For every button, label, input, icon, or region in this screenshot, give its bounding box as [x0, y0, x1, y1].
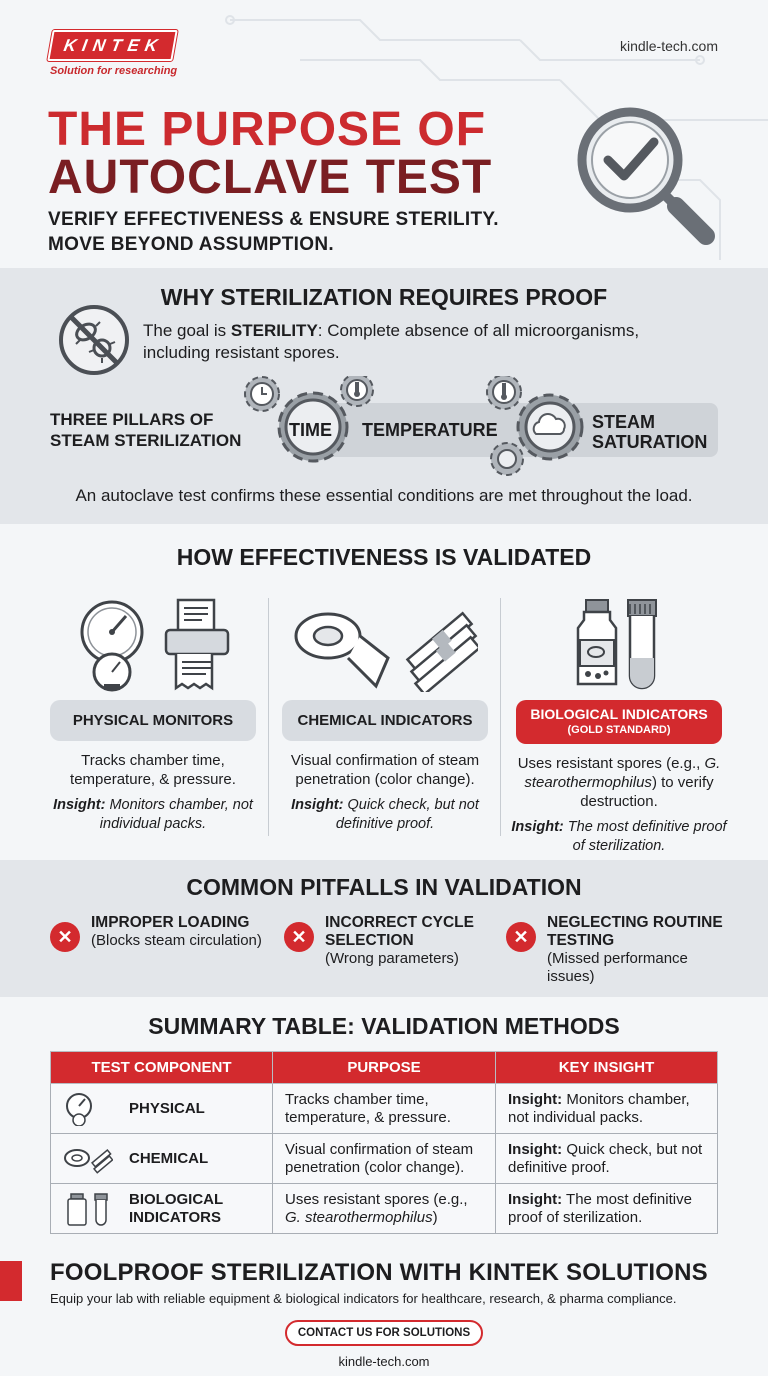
- purpose-cell: Visual confirmation of steam penetration (color change).: [273, 1134, 496, 1184]
- insight-text: The most definitive proof of sterilization.: [563, 819, 727, 854]
- pitfall-item: [506, 914, 726, 986]
- table-row: [51, 1084, 718, 1134]
- pillar-temperature: TEMPERATURE: [362, 420, 498, 440]
- insight-label: Insight:: [53, 797, 106, 813]
- chemical-insight: [270, 796, 500, 834]
- insight-label: Insight:: [508, 1090, 563, 1108]
- insight-text: The most definitive proof of sterilization.: [508, 1190, 692, 1226]
- page-subtitle: [48, 207, 499, 257]
- pillar-steam-saturation: [592, 412, 707, 452]
- vial-icon: [63, 1192, 113, 1226]
- indicator-strips-icon: [398, 596, 478, 692]
- gear-icon: [491, 443, 523, 475]
- physical-desc: Tracks chamber time, temperature, & pressure.: [70, 752, 236, 788]
- test-tube-icon: [624, 596, 660, 692]
- column-header: KEY INSIGHT: [496, 1052, 718, 1084]
- pitfall-detail: (Missed performance issues): [547, 950, 688, 985]
- summary-title: SUMMARY TABLE: VALIDATION METHODS: [148, 1013, 620, 1039]
- chemical-indicators-card: [270, 596, 500, 858]
- indicator-tape-icon: [292, 596, 392, 692]
- sterility-goal: [143, 320, 703, 364]
- indicator-tape-icon: [63, 1142, 113, 1176]
- component-name-line1: BIOLOGICAL: [129, 1190, 224, 1208]
- table-header-row: [51, 1052, 718, 1084]
- purpose-cell: [273, 1184, 496, 1234]
- page-title-line1: THE PURPOSE OF: [48, 103, 487, 156]
- biological-insight: [504, 818, 734, 856]
- component-cell: [51, 1134, 273, 1184]
- site-url-top[interactable]: kindle-tech.com: [619, 38, 718, 54]
- magnifier-check-icon: [572, 102, 722, 252]
- footer-accent-bar: [0, 1261, 22, 1301]
- subtitle-line2: MOVE BEYOND ASSUMPTION.: [48, 234, 334, 255]
- biological-desc: [504, 754, 734, 811]
- physical-icons: [38, 596, 268, 696]
- pitfall-title: NEGLECTING ROUTINE TESTING: [547, 914, 723, 949]
- table-row: [51, 1184, 718, 1234]
- insight-text: Quick check, but not definitive proof.: [508, 1140, 703, 1176]
- component-name-line2: INDICATORS: [129, 1208, 221, 1226]
- pillars-label: [50, 409, 241, 451]
- pillars-label-line1: THREE PILLARS OF: [50, 410, 214, 429]
- purpose-post: ): [432, 1208, 438, 1226]
- pillars-label-line2: STEAM STERILIZATION: [50, 431, 242, 450]
- site-url-bottom[interactable]: kindle-tech.com: [338, 1354, 430, 1369]
- vial-icon: [572, 596, 622, 692]
- component-cell: [51, 1084, 273, 1134]
- biological-indicators-label: [516, 700, 722, 744]
- validation-title: HOW EFFECTIVENESS IS VALIDATED: [176, 544, 592, 570]
- insight-text: Monitors chamber, not individual packs.: [508, 1090, 690, 1126]
- clock-icon: [245, 377, 279, 411]
- pitfall-item: [284, 914, 504, 968]
- column-header: TEST COMPONENT: [51, 1052, 273, 1084]
- physical-monitors-label: PHYSICAL MONITORS: [50, 700, 256, 741]
- goal-rest: : Complete absence of all microorganisms, including resistant spores.: [143, 321, 640, 362]
- thermometer-icon: [341, 376, 373, 406]
- pillar-time: TIME: [289, 420, 332, 440]
- insight-label: Insight:: [511, 819, 564, 835]
- purpose-species: G. stearothermophilus: [285, 1208, 433, 1226]
- goal-bold: STERILITY: [230, 321, 318, 340]
- x-circle-icon: ✕: [50, 922, 80, 952]
- insight-cell: [496, 1184, 718, 1234]
- gold-standard-badge: (GOLD STANDARD): [567, 724, 671, 736]
- chemical-desc: Visual confirmation of steam penetration (color change).: [290, 752, 480, 788]
- x-circle-icon: ✕: [284, 922, 314, 952]
- footer: [0, 1247, 768, 1376]
- column-divider: [268, 598, 269, 836]
- biological-icons: [504, 596, 734, 696]
- pitfall-title: IMPROPER LOADING: [91, 914, 250, 931]
- bio-desc-species: G. stearothermophilus: [524, 755, 721, 791]
- pressure-gauge-icon: [78, 596, 148, 692]
- insight-label: Insight:: [508, 1140, 563, 1158]
- pressure-gauge-icon: [63, 1092, 113, 1126]
- insight-text: Monitors chamber, not individual packs.: [99, 797, 253, 832]
- steam-cloud-icon: [518, 395, 582, 459]
- kintek-logo[interactable]: [50, 30, 210, 77]
- thermometer-icon: [487, 376, 521, 409]
- pitfall-detail: (Blocks steam circulation): [91, 932, 262, 949]
- subtitle-line1: VERIFY EFFECTIVENESS & ENSURE STERILITY.: [48, 209, 499, 230]
- header: [0, 0, 768, 268]
- physical-monitors-card: [38, 596, 268, 858]
- footer-title: FOOLPROOF STERILIZATION WITH KINTEK SOLUTIONS: [50, 1259, 708, 1286]
- pillar-steam-line2: SATURATION: [592, 432, 708, 452]
- printer-icon: [162, 596, 232, 692]
- chemical-indicators-label: CHEMICAL INDICATORS: [282, 700, 488, 741]
- purpose-pre: Uses resistant spores (e.g.,: [285, 1190, 468, 1208]
- footer-subtitle: Equip your lab with reliable equipment & biological indicators for healthcare, research, & pharma compliance.: [50, 1291, 677, 1306]
- pitfalls-title: COMMON PITFALLS IN VALIDATION: [186, 874, 582, 900]
- column-divider: [500, 598, 501, 836]
- bio-desc-pre: Uses resistant spores (e.g.,: [517, 755, 705, 772]
- insight-text: Quick check, but not definitive proof.: [335, 797, 479, 832]
- logo-tagline: Solution for researching: [50, 65, 178, 77]
- insight-cell: [496, 1084, 718, 1134]
- biological-label-text: BIOLOGICAL INDICATORS: [530, 706, 708, 722]
- table-row: [51, 1134, 718, 1184]
- proof-section: [0, 268, 768, 524]
- contact-us-button[interactable]: CONTACT US FOR SOLUTIONS: [285, 1320, 483, 1346]
- component-name: CHEMICAL: [129, 1149, 209, 1167]
- insight-label: Insight:: [508, 1190, 563, 1208]
- autoclave-confirm-text: An autoclave test confirms these essential conditions are met throughout the load.: [75, 486, 693, 505]
- validation-section: [0, 524, 768, 860]
- pitfall-detail: (Wrong parameters): [325, 950, 459, 967]
- goal-prefix: The goal is: [143, 321, 231, 340]
- column-header: PURPOSE: [273, 1052, 496, 1084]
- physical-insight: [38, 796, 268, 834]
- chemical-icons: [270, 596, 500, 696]
- component-cell: [51, 1184, 273, 1234]
- insight-label: Insight:: [291, 797, 344, 813]
- pillar-steam-line1: STEAM: [592, 412, 655, 432]
- pitfalls-section: [0, 860, 768, 997]
- no-bacteria-icon: [56, 302, 132, 378]
- bio-desc-post: ) to verify destruction.: [580, 774, 714, 810]
- summary-table: [50, 1051, 718, 1234]
- component-name: PHYSICAL: [129, 1099, 205, 1117]
- insight-cell: [496, 1134, 718, 1184]
- summary-section: [0, 997, 768, 1247]
- x-circle-icon: ✕: [506, 922, 536, 952]
- proof-title: WHY STERILIZATION REQUIRES PROOF: [160, 284, 608, 310]
- purpose-cell: Tracks chamber time, temperature, & pressure.: [273, 1084, 496, 1134]
- logo-wordmark: KINTEK: [47, 30, 178, 61]
- pitfall-item: [50, 914, 270, 950]
- biological-indicators-card: [504, 596, 734, 858]
- page-title-line2: AUTOCLAVE TEST: [48, 151, 493, 204]
- pitfall-title: INCORRECT CYCLE SELECTION: [325, 914, 474, 949]
